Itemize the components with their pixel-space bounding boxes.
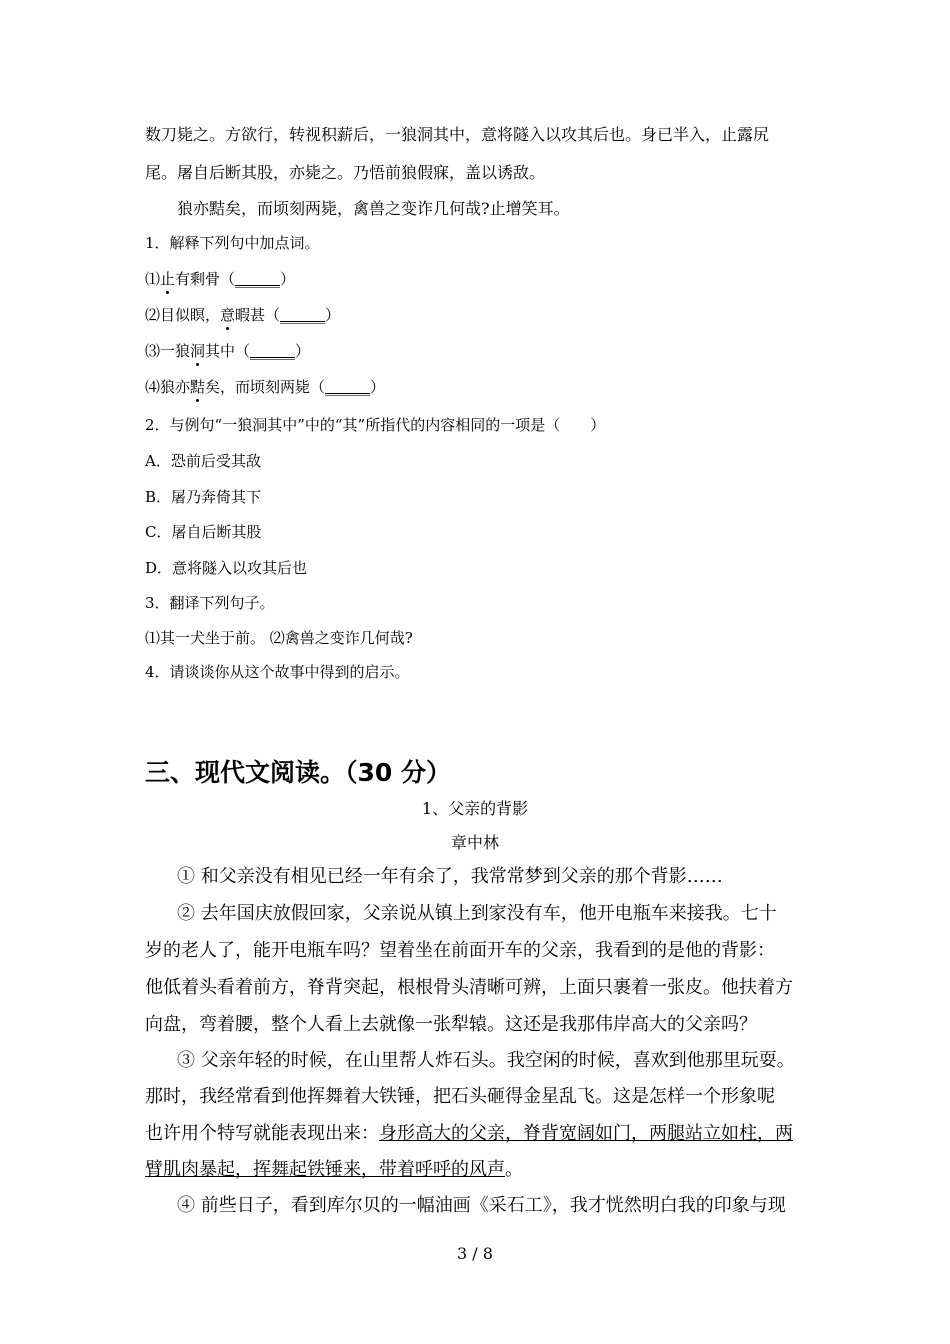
article-paragraph-1: ① 和父亲没有相见已经一年有余了，我常常梦到父亲的那个背影…… (177, 866, 723, 887)
page-number: 3 / 8 (457, 1244, 493, 1263)
article-author: 章中林 (450, 833, 499, 852)
article-paragraph-4-line-1: ④ 前些日子，看到库尔贝的一幅油画《采石工》，我才恍然明白我的印象与现 (177, 1195, 786, 1216)
article-paragraph-2-line-3: 他低着头看着前方，脊背突起，根根骨头清晰可辨，上面只裹着一张皮。他扶着方 (145, 977, 793, 998)
answer-blank[interactable]: ______ (325, 378, 371, 396)
question-2-option-d: D．意将隧入以攻其后也 (145, 559, 308, 577)
article-paragraph-3-line-3: 也许用个特写就能表现出来：身形高大的父亲，脊背宽阔如门，两腿站立如柱，两 (145, 1123, 793, 1144)
question-3-body: ⑴其一犬坐于前。 ⑵禽兽之变诈几何哉? (145, 629, 413, 647)
dotted-word: 洞 (190, 342, 206, 360)
question-3-title: 3．翻译下列句子。 (145, 594, 275, 612)
article-paragraph-3-line-1: ③ 父亲年轻的时候，在山里帮人炸石头。我空闲的时候，喜欢到他那里玩耍。 (177, 1050, 795, 1071)
poem-line-2: 尾。屠自后断其股，亦毙之。乃悟前狼假寐，盖以诱敌。 (145, 163, 546, 182)
poem-line-1: 数刀毙之。方欲行，转视积薪后，一狼洞其中，意将隧入以攻其后也。身已半入，止露尻 (145, 125, 770, 144)
answer-blank[interactable]: ______ (280, 306, 326, 324)
question-2-option-a: A．恐前后受其敌 (145, 452, 261, 470)
dotted-word: 黠 (190, 378, 206, 396)
question-1-item-4: ⑷狼亦黠矣，而顷刻两毙（______） (145, 378, 386, 396)
question-1-item-3: ⑶一狼洞其中（______） (145, 342, 311, 360)
underlined-passage: 身形高大的父亲，脊背宽阔如门，两腿站立如柱，两 (379, 1123, 793, 1144)
answer-blank[interactable]: ______ (235, 270, 281, 288)
question-1-item-1: ⑴止有剩骨（______） (145, 270, 296, 288)
dotted-word: 意 (220, 306, 236, 324)
poem-line-3: 狼亦黠矣，而顷刻两毙，禽兽之变诈几何哉?止增笑耳。 (177, 199, 570, 218)
question-2-title: 2．与例句“一狼洞其中”中的“其”所指代的内容相同的一项是（ ） (145, 416, 606, 434)
dotted-word: 止 (160, 270, 176, 288)
article-paragraph-2-line-2: 岁的老人了，能开电瓶车吗？望着坐在前面开车的父亲，我看到的是他的背影： (145, 940, 775, 961)
article-paragraph-3-line-2: 那时，我经常看到他挥舞着大铁锤，把石头砸得金星乱飞。这是怎样一个形象呢 (145, 1086, 775, 1107)
article-title: 1、父亲的背影 (421, 799, 529, 818)
question-4-title: 4．请谈谈你从这个故事中得到的启示。 (145, 663, 410, 681)
question-1-item-2: ⑵目似瞑，意暇甚（______） (145, 306, 341, 324)
question-2-option-c: C．屠自后断其股 (145, 523, 262, 541)
article-paragraph-2-line-4: 向盘，弯着腰，整个人看上去就像一张犁辕。这还是我那伟岸高大的父亲吗？ (145, 1014, 757, 1035)
underlined-passage: 臂肌肉暴起，挥舞起铁锤来，带着呼呼的风声 (145, 1159, 505, 1180)
article-paragraph-3-line-4: 臂肌肉暴起，挥舞起铁锤来，带着呼呼的风声。 (145, 1159, 523, 1180)
answer-blank[interactable]: ______ (250, 342, 296, 360)
article-paragraph-2-line-1: ② 去年国庆放假回家，父亲说从镇上到家没有车，他开电瓶车来接我。七十 (177, 903, 777, 924)
section-heading: 三、现代文阅读。（30 分） (145, 758, 451, 787)
question-2-option-b: B．屠乃奔倚其下 (145, 488, 262, 506)
question-1-title: 1．解释下列句中加点词。 (145, 234, 320, 252)
